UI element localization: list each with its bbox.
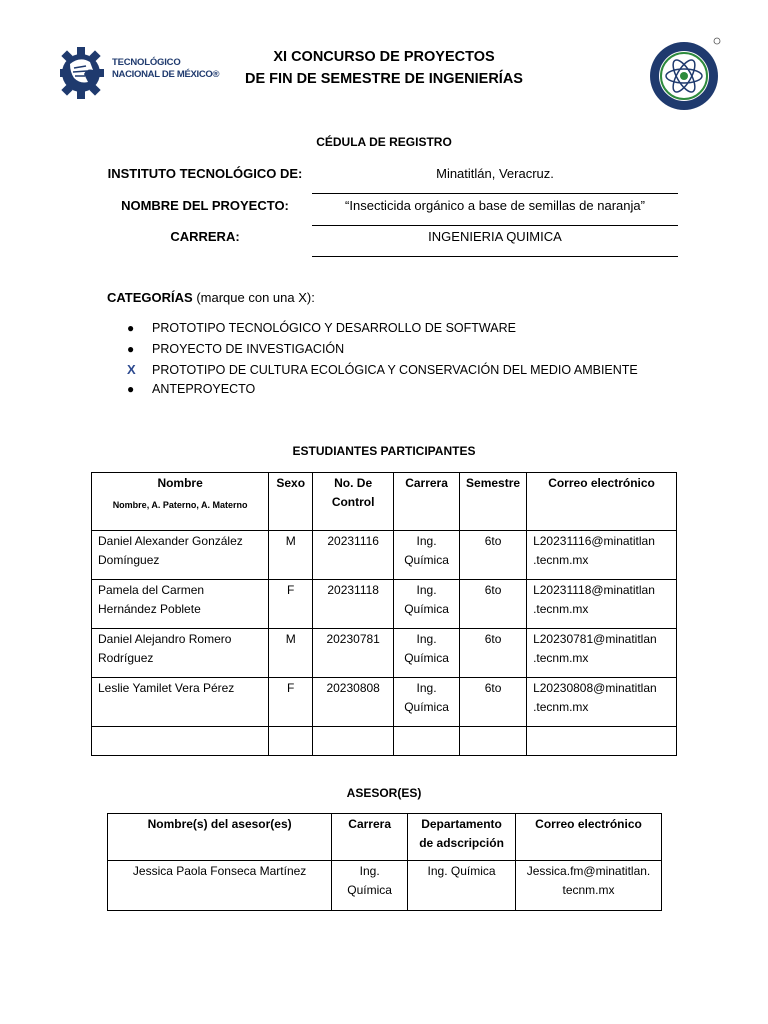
project-name-underline — [312, 225, 678, 226]
student-career-cell: Ing. Química — [394, 531, 460, 580]
col-header-control: No. De Control — [313, 473, 394, 531]
student-control-cell: 20231116 — [313, 531, 394, 580]
categories-label-bold: CATEGORÍAS — [107, 290, 193, 305]
student-career-cell: Ing. Química — [394, 629, 460, 678]
project-name-label: NOMBRE DEL PROYECTO: — [121, 198, 289, 213]
contest-title-line2: DE FIN DE SEMESTRE DE INGENIERÍAS — [245, 71, 523, 87]
student-name-cell: Daniel Alejandro Romero Rodríguez — [92, 629, 269, 678]
categories-label-instructions: (marque con una X): — [192, 290, 315, 305]
category-item-selected[interactable] — [127, 362, 638, 377]
category-item[interactable] — [127, 382, 255, 396]
student-control-cell: 20230808 — [313, 678, 394, 727]
category-item-label: PROTOTIPO TECNOLÓGICO Y DESARROLLO DE SOFTWARE — [152, 321, 516, 335]
col-header-semester: Semestre — [460, 473, 527, 531]
category-item[interactable] — [127, 342, 344, 356]
registration-heading: CÉDULA DE REGISTRO — [316, 135, 452, 149]
tecnm-logo-line2: NACIONAL DE MÉXICO® — [112, 69, 220, 80]
table-row-empty — [92, 727, 677, 756]
tecnm-logo-line1: TECNOLÓGICO — [112, 57, 181, 68]
col-header-name: Nombre Nombre, A. Paterno, A. Materno — [92, 473, 269, 531]
advisors-heading: ASESOR(ES) — [346, 786, 422, 800]
student-name-cell: Daniel Alexander González Domínguez — [92, 531, 269, 580]
student-sex-cell: M — [269, 531, 313, 580]
student-career-cell: Ing. Química — [394, 580, 460, 629]
student-sex-cell: F — [269, 678, 313, 727]
table-row — [108, 861, 662, 911]
student-sex-cell: F — [269, 580, 313, 629]
category-item-label: ANTEPROYECTO — [152, 382, 256, 396]
table-row — [92, 629, 677, 678]
col-header-career: Carrera — [394, 473, 460, 531]
student-name-cell: Pamela del Carmen Hernández Poblete — [92, 580, 269, 629]
student-semester-cell: 6to — [460, 678, 527, 727]
bullet-icon: ● — [127, 382, 135, 396]
institute-label: INSTITUTO TECNOLÓGICO DE: — [107, 166, 303, 181]
student-control-cell: 20231118 — [313, 580, 394, 629]
student-name-cell: Leslie Yamilet Vera Pérez — [92, 678, 269, 727]
col-header-name-sub: Nombre, A. Paterno, A. Materno — [112, 500, 248, 510]
bullet-icon: ● — [127, 321, 135, 335]
students-heading: ESTUDIANTES PARTICIPANTES — [292, 444, 476, 458]
advisor-department-cell: Ing. Química — [408, 861, 516, 911]
x-mark-icon: X — [127, 362, 136, 377]
advisor-name-cell: Jessica Paola Fonseca Martínez — [108, 861, 332, 911]
student-email-cell: L20230781@minatitlan .tecnm.mx — [527, 629, 677, 678]
col-header-advisor-name: Nombre(s) del asesor(es) — [108, 814, 332, 861]
student-sex-cell: M — [269, 629, 313, 678]
student-semester-cell: 6to — [460, 629, 527, 678]
table-row — [92, 580, 677, 629]
career-label: CARRERA: — [170, 229, 240, 244]
categories-label — [107, 290, 315, 305]
col-header-advisor-email: Correo electrónico — [516, 814, 662, 861]
institute-underline — [312, 193, 678, 194]
student-semester-cell: 6to — [460, 580, 527, 629]
student-email-cell: L20231116@minatitlan .tecnm.mx — [527, 531, 677, 580]
student-control-cell: 20230781 — [313, 629, 394, 678]
student-email-cell: L20231118@minatitlan .tecnm.mx — [527, 580, 677, 629]
contest-title-line1: XI CONCURSO DE PROYECTOS — [273, 49, 495, 65]
advisors-table — [107, 813, 662, 911]
col-header-department: Departamento de adscripción — [408, 814, 516, 861]
project-name-value: “Insecticida orgánico a base de semillas de naranja” — [345, 198, 645, 213]
student-semester-cell: 6to — [460, 531, 527, 580]
table-row — [92, 531, 677, 580]
category-item[interactable] — [127, 321, 516, 335]
col-header-sex: Sexo — [269, 473, 313, 531]
table-row — [92, 678, 677, 727]
category-item-label: PROTOTIPO DE CULTURA ECOLÓGICA Y CONSERVACIÓN DEL MEDIO AMBIENTE — [152, 363, 638, 377]
category-item-label: PROYECTO DE INVESTIGACIÓN — [152, 342, 345, 356]
table-header-row — [92, 473, 677, 531]
institute-value: Minatitlán, Veracruz. — [436, 166, 554, 181]
students-table — [91, 472, 677, 756]
col-header-email: Correo electrónico — [527, 473, 677, 531]
bullet-icon: ● — [127, 342, 135, 356]
career-underline — [312, 256, 678, 257]
col-header-advisor-career: Carrera — [332, 814, 408, 861]
advisor-email-cell: Jessica.fm@minatitlan. tecnm.mx — [516, 861, 662, 911]
advisor-career-cell: Ing. Química — [332, 861, 408, 911]
table-header-row — [108, 814, 662, 861]
student-email-cell: L20230808@minatitlan .tecnm.mx — [527, 678, 677, 727]
career-value: INGENIERIA QUIMICA — [428, 229, 562, 244]
student-career-cell: Ing. Química — [394, 678, 460, 727]
